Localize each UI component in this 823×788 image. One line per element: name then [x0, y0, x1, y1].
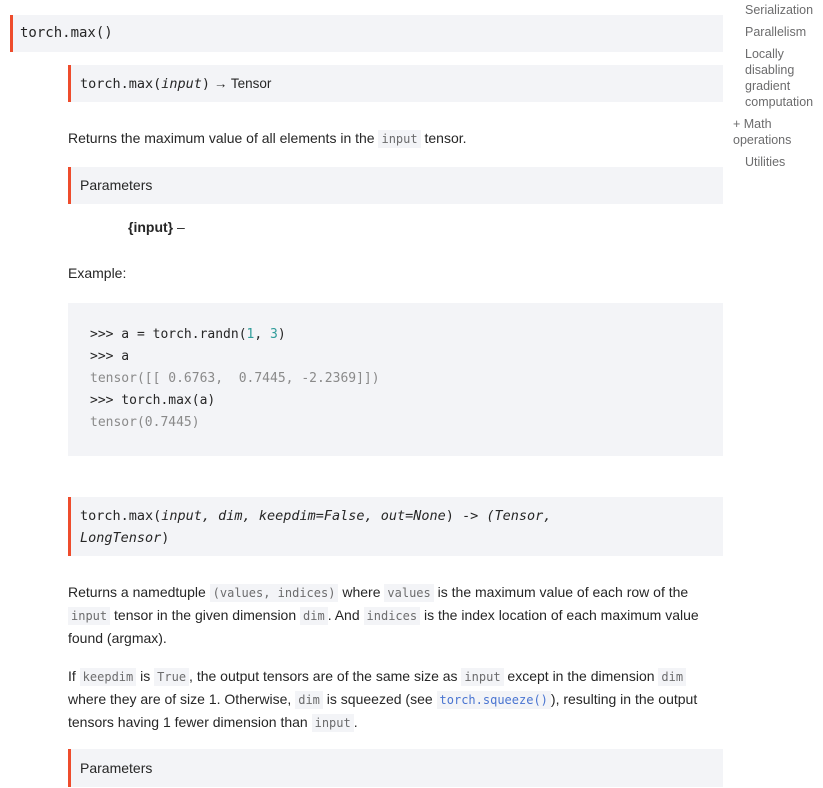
parameters-label: Parameters	[80, 760, 153, 776]
sidebar-item-locally-disabling[interactable]: Locally disabling gradient	[745, 47, 795, 93]
code-example	[68, 303, 723, 456]
sidebar-item-utilities[interactable]: Utilities	[745, 155, 786, 169]
sidebar-item-parallelism[interactable]: Parallelism	[745, 25, 807, 39]
sig1-return: → Tensor	[210, 76, 272, 91]
parameters-label: Parameters	[80, 177, 153, 193]
code-line: >>> torch.max(a)	[90, 393, 216, 408]
sidebar-item-serialization[interactable]: Serialization	[745, 3, 814, 17]
parameters-header-2	[68, 749, 723, 787]
code-line: >>> a	[90, 349, 130, 364]
sidebar-item-math-operations[interactable]: + Math operations	[733, 117, 792, 147]
code-output: tensor([[ 0.6763, 0.7445, -2.2369]])	[90, 371, 380, 386]
param-input: {input} –	[128, 219, 185, 235]
inline-code: input	[378, 130, 420, 148]
signature-1	[68, 65, 723, 102]
code-output: tensor(0.7445)	[90, 415, 200, 430]
function-heading-text: torch.max()	[20, 25, 113, 41]
sidebar-item-computation[interactable]: computation	[745, 95, 814, 109]
signature-2: torch.max(input, dim, keepdim=False, out=None) -> (Tensor, LongTensor)	[68, 497, 723, 556]
sig1-close: )	[201, 76, 211, 92]
parameters-header	[68, 167, 723, 204]
code-line: >>> a = torch.randn(1, 3)	[90, 327, 286, 342]
sig1-name: torch.max(	[80, 76, 162, 92]
example-label: Example:	[68, 265, 127, 281]
description-1: Returns the maximum value of all elements in the input tensor.	[68, 130, 467, 146]
torch-squeeze-link[interactable]: torch.squeeze()	[437, 691, 551, 707]
description-3: If keepdim is True , the output tensors are of the same size as input except in the dimension dim where they are of size 1. Otherwise, dim is squeezed (see torch.squeeze() ), resulting in the output tensors having 1 fewer dimension than input .	[68, 668, 698, 730]
sig1-arg: input	[161, 76, 202, 92]
function-heading	[10, 15, 723, 52]
description-2: Returns a namedtuple (values, indices) where values is the maximum value of each row of the input tensor in the given dimension dim . And indices is the index location of each maximum value found (argmax).	[68, 584, 699, 646]
sidebar-toc	[733, 0, 821, 176]
